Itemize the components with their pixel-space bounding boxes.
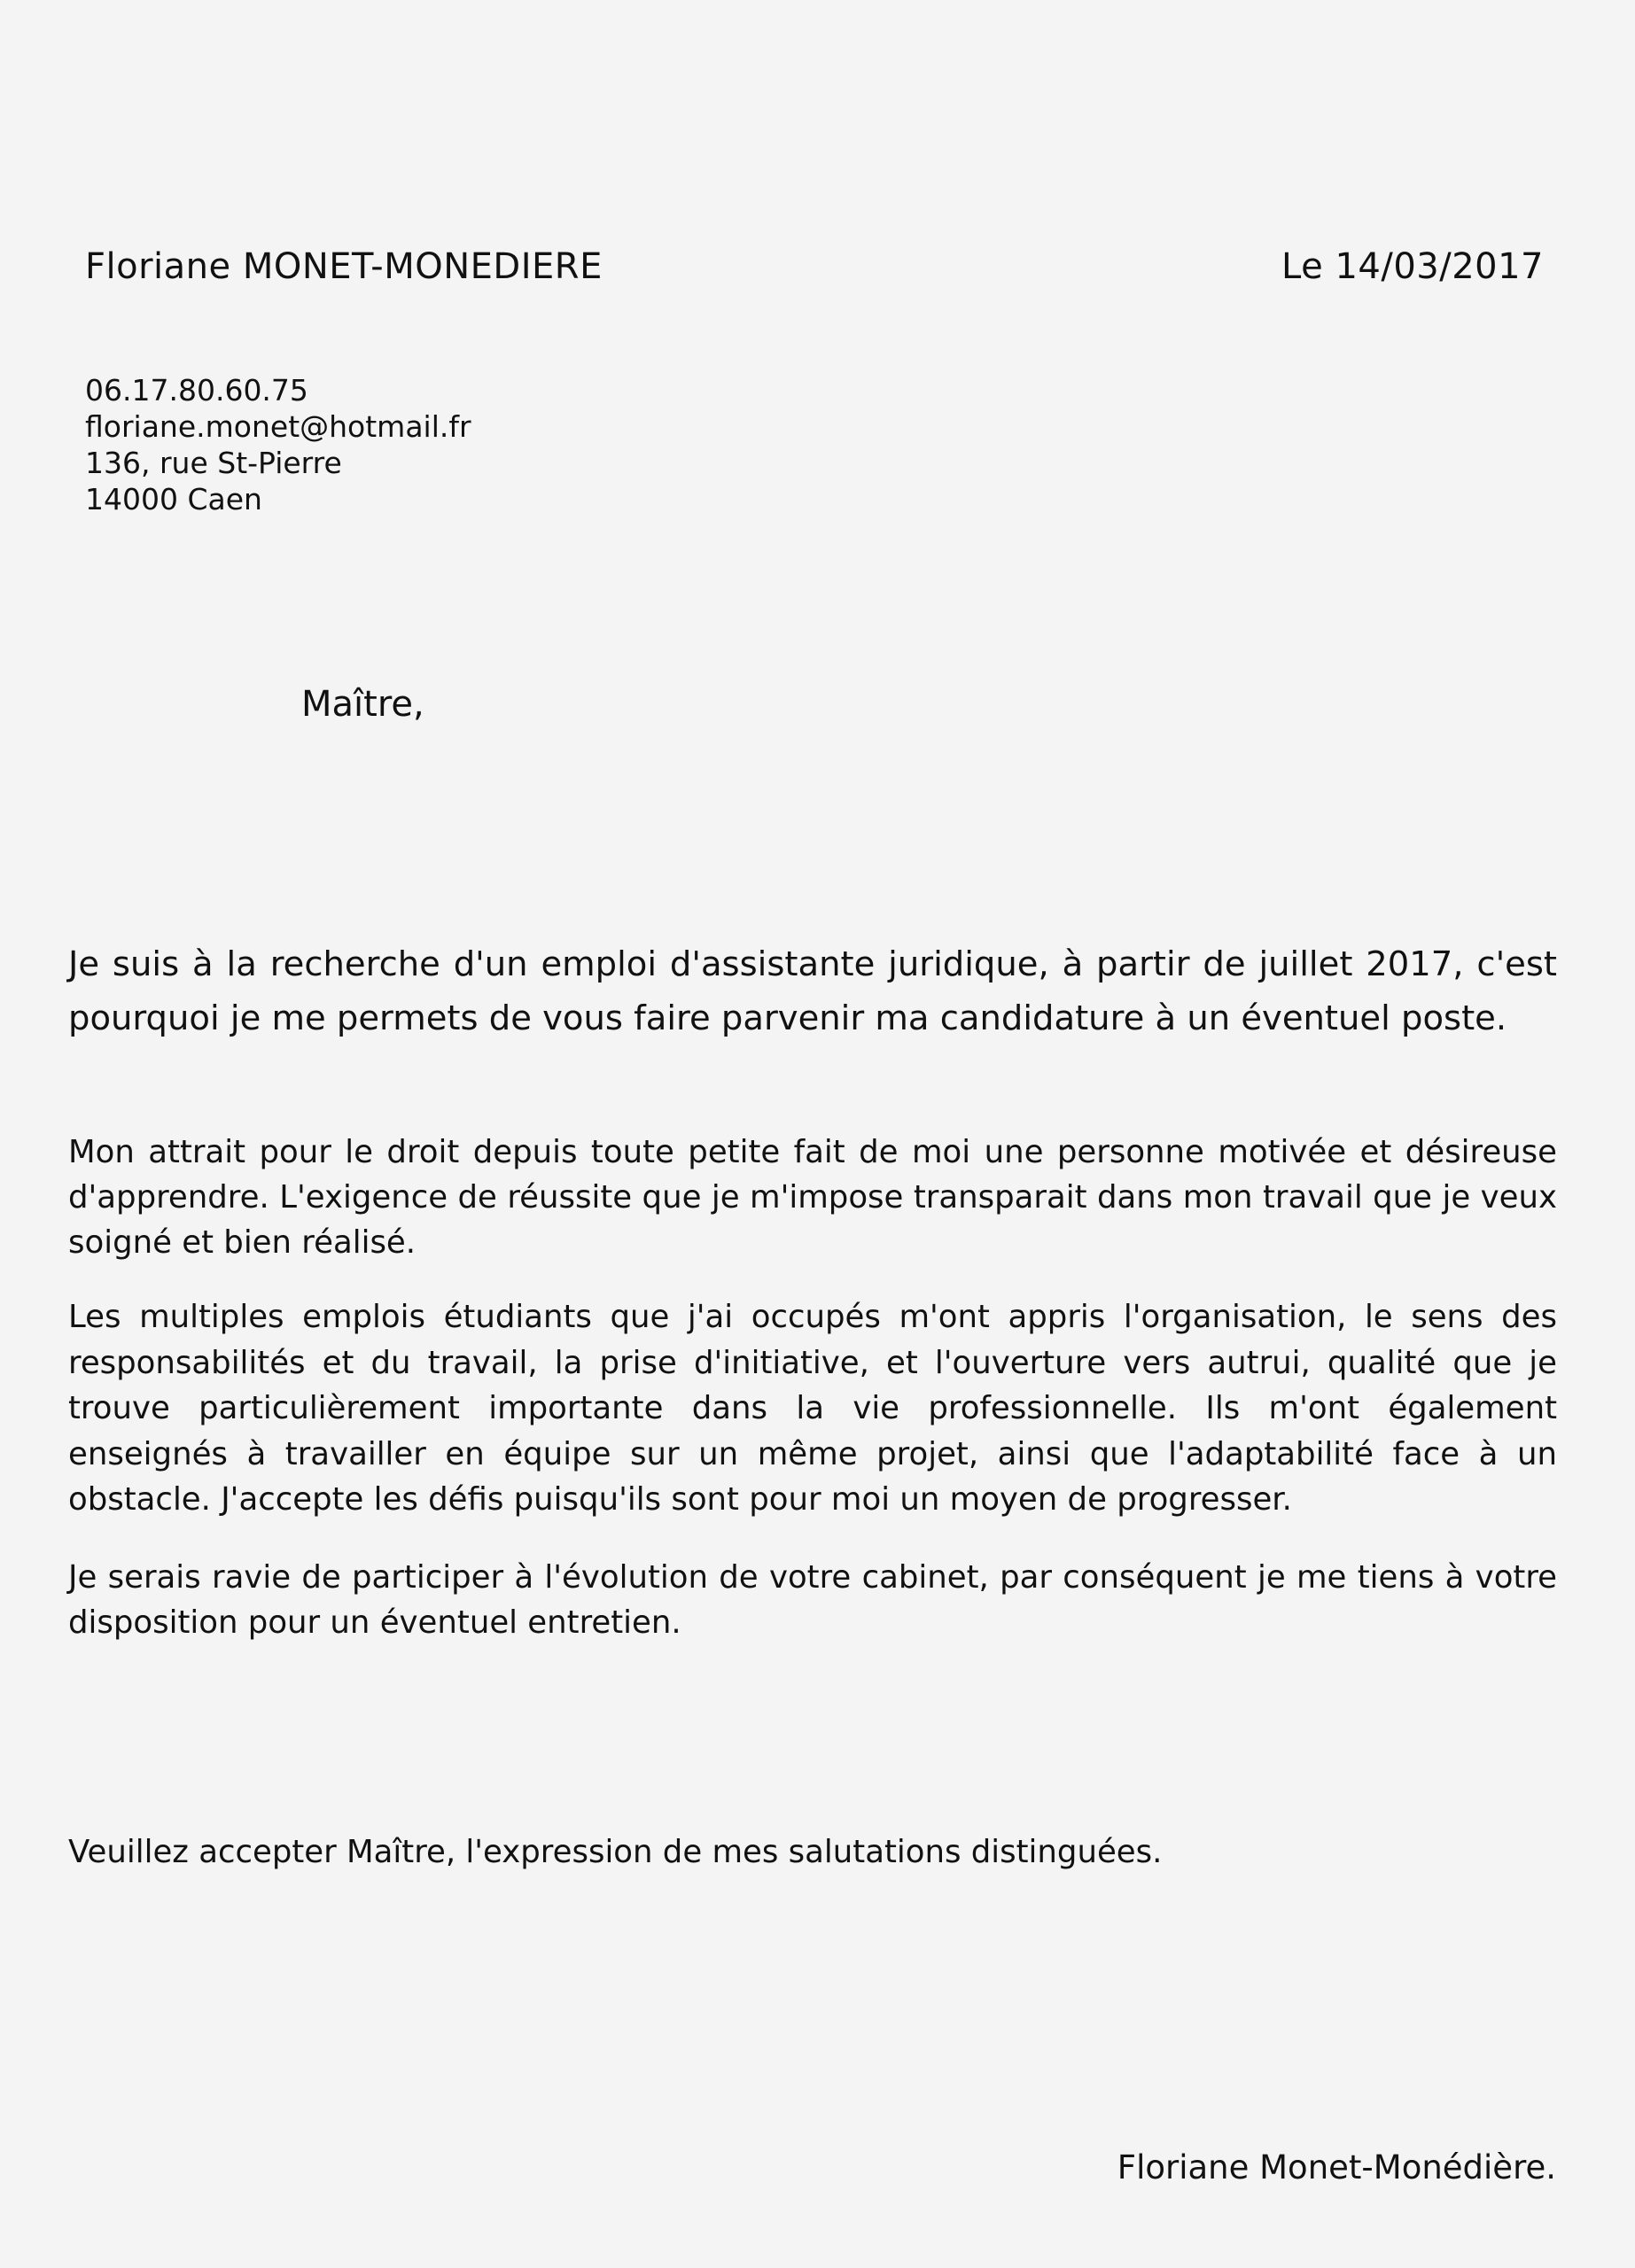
contact-street: 136, rue St-Pierre [85,446,342,480]
sender-name: Floriane MONET-MONEDIERE [85,246,603,287]
closing-formula: Veuillez accepter Maître, l'expression de mes salutations distinguées. [68,1834,1163,1870]
body-paragraph-3: Les multiples emplois étudiants que j'ai occupés m'ont appris l'organisation, le sens des responsabilités et du travail, la prise d'initiative, et l'ouverture vers autrui, qualité que je trouve particulièrement importante dans la vie professionnelle. Ils m'ont également enseignés à travailler en équipe sur un même projet, ainsi que l'adaptabilité face à un obstacle. J'accepte les défis puisqu'ils sont pour moi un moyen de progresser. [68,1299,1557,1518]
body-paragraph-2: Mon attrait pour le droit depuis toute petite fait de moi une personne motivée et désireuse d'apprendre. L'exigence de réussite que je m'impose transparait dans mon travail que je veux soigné et bien réalisé. [68,1134,1557,1261]
body-paragraph-1: Je suis à la recherche d'un emploi d'assistante juridique, à partir de juillet 2017, c'est pourquoi je me permets de vous faire parvenir ma candidature à un éventuel poste. [68,944,1557,1038]
contact-city: 14000 Caen [85,482,262,517]
signature: Floriane Monet-Monédière. [1117,2148,1556,2186]
body-paragraph-4: Je serais ravie de participer à l'évolution de votre cabinet, par conséquent je me tiens à votre disposition pour un éventuel entretien. [68,1559,1557,1641]
contact-block [85,372,471,517]
contact-phone: 06.17.80.60.75 [85,373,308,408]
salutation: Maître, [301,684,424,725]
letter-date: Le 14/03/2017 [1281,246,1544,287]
contact-email: floriane.monet@hotmail.fr [85,409,471,444]
